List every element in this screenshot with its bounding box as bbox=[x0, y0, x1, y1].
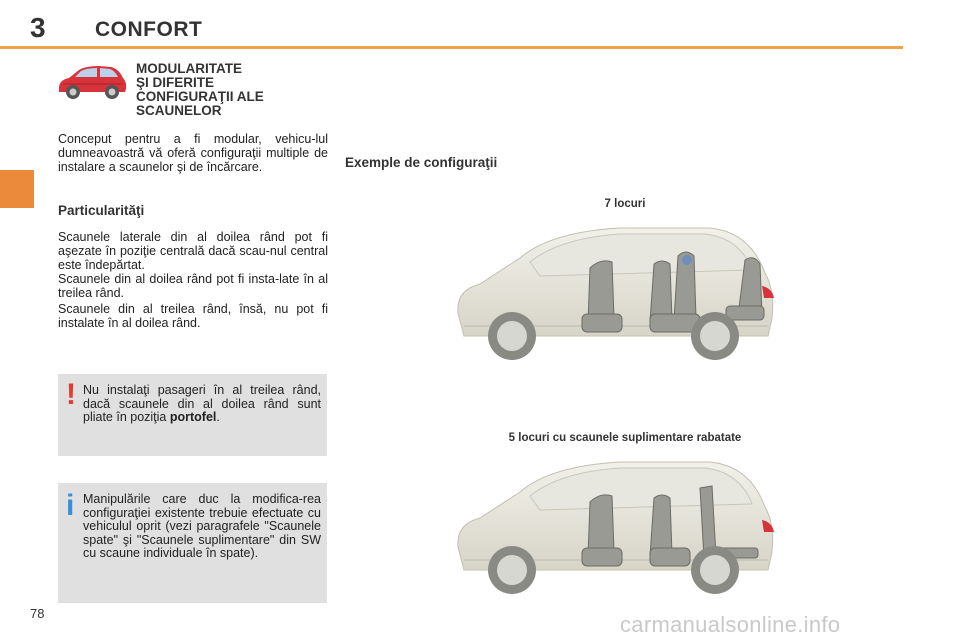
config-5-label: 5 locuri cu scaunele suplimentare rabatate bbox=[508, 432, 742, 444]
paragraph: Scaunele din al doilea rând pot fi insta-late în al treilea rând. bbox=[58, 272, 328, 300]
warning-text-start: Nu instalaţi pasageri în al treilea rând, dacă scaunele din al doilea rând sunt pliate în poziţia bbox=[83, 383, 321, 424]
section-title-line: SCAUNELOR bbox=[136, 103, 222, 118]
subheading-particularities: Particularităţi bbox=[58, 203, 145, 218]
chapter-number: 3 bbox=[30, 12, 46, 43]
chapter-title: CONFORT bbox=[95, 18, 203, 41]
watermark: carmanualsonline.info bbox=[620, 612, 841, 637]
intro-paragraph: Conceput pentru a fi modular, vehicu-lul dumneavoastră vă oferă configuraţii multiple de instalare a scaunelor şi de încărcare. bbox=[58, 132, 328, 174]
car-5-seats-illustration bbox=[450, 452, 780, 602]
examples-heading: Exemple de configuraţii bbox=[345, 155, 498, 170]
warning-text bbox=[83, 384, 321, 425]
exclamation-icon: ! bbox=[66, 378, 76, 411]
section-title-line: MODULARITATE bbox=[136, 61, 242, 76]
config-7-label: 7 locuri bbox=[604, 198, 646, 210]
warning-text-end: . bbox=[216, 410, 220, 424]
warning-text-bold: portofel bbox=[169, 410, 217, 424]
header-rule bbox=[0, 46, 903, 49]
info-text: Manipulările care duc la modifica-rea configuraţiei existente trebuie efectuate cu vehiculul oprit (vezi paragrafele "Scaunele spate" şi "Scaunele suplimentare" din SW cu scaune individuale în spate). bbox=[83, 492, 321, 560]
red-car-icon bbox=[55, 62, 129, 102]
section-title-line: CONFIGURAŢII ALE bbox=[136, 89, 264, 104]
paragraph: Scaunele din al treilea rând, însă, nu pot fi instalate în al doilea rând. bbox=[58, 302, 328, 330]
page-number: 78 bbox=[30, 606, 45, 621]
info-note bbox=[58, 483, 327, 603]
section-title-line: ŞI DIFERITE bbox=[136, 75, 215, 90]
car-7-seats-illustration bbox=[450, 218, 780, 368]
section-title bbox=[136, 62, 326, 118]
warning-note bbox=[58, 374, 327, 456]
paragraph: Scaunele laterale din al doilea rând pot fi aşezate în poziţie centrală dacă scau-nul central este îndepărtat. bbox=[58, 230, 328, 272]
chapter-side-tab bbox=[0, 170, 34, 208]
info-icon: i bbox=[66, 489, 75, 522]
